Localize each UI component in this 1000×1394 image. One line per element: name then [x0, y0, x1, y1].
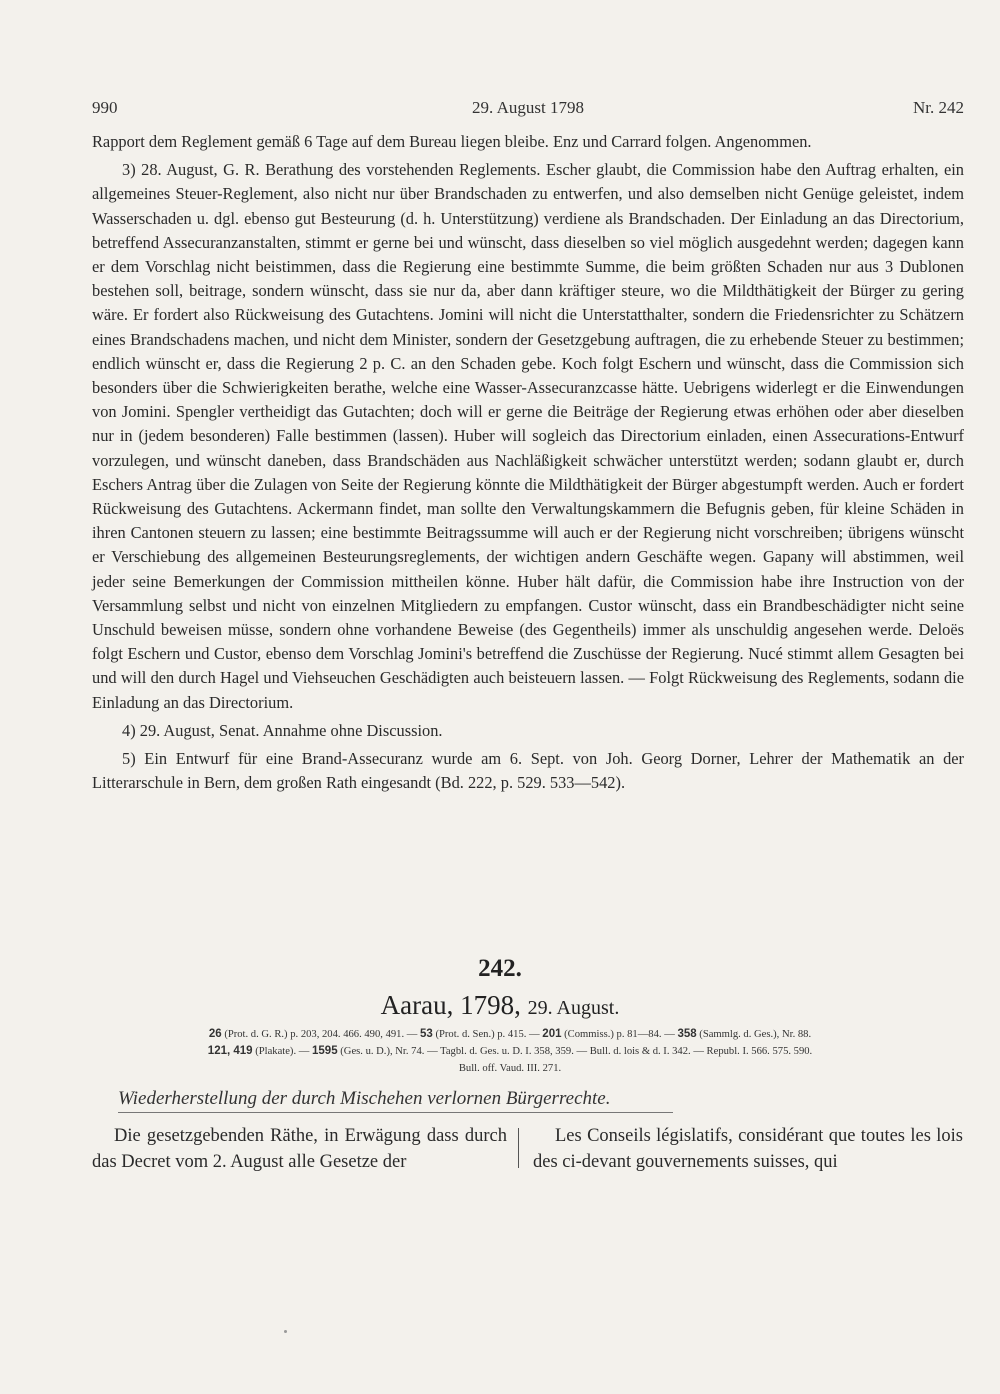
ref-text: (Commiss.) p. 81—84. — — [564, 1029, 675, 1040]
header-date: 29. August 1798 — [472, 98, 584, 117]
german-text: Die gesetzgebenden Räthe, in Erwägung dass durch das Decret vom 2. August alle Gesetze der — [92, 1126, 507, 1172]
ref-number: 53 — [420, 1028, 433, 1040]
ref-text: (Prot. d. Sen.) p. 415. — — [435, 1029, 540, 1040]
ref-number: 121, 419 — [207, 1045, 253, 1057]
paragraph-4: 5) Ein Entwurf für eine Brand-Assecuranz wurde am 6. Sept. von Joh. Georg Dorner, Lehrer der Mathematik an der Litterarschule in Bern, dem großen Rath eingesandt (Bd. 222, p. 529. 533—542). — [92, 749, 964, 793]
ref-text: (Ges. u. D.), Nr. 74. — Tagbl. d. Ges. u. D. I. 358, 359. — Bull. d. lois & d. I. 342. — Republ. I. 566. 575. 590. — [340, 1046, 813, 1057]
ref-text: (Prot. d. G. R.) p. 203, 204. 466. 490, 491. — — [224, 1029, 418, 1040]
document-title — [0, 990, 1000, 1021]
page-number: 990 — [92, 98, 118, 117]
document-year: 1798, — [460, 990, 521, 1020]
column-divider — [518, 1128, 519, 1168]
ref-text: (Plakate). — — [255, 1046, 310, 1057]
ref-number: 358 — [677, 1028, 697, 1040]
ref-text: (Sammlg. d. Ges.), Nr. 88. — [699, 1029, 812, 1040]
body-text — [92, 130, 964, 795]
french-text: Les Conseils législatifs, considérant que toutes les lois des ci-devant gouvernements suisses, qui — [533, 1126, 963, 1172]
paragraph-3: 4) 29. August, Senat. Annahme ohne Discussion. — [122, 720, 443, 740]
paragraph-2: 3) 28. August, G. R. Berathung des vorstehenden Reglements. Escher glaubt, die Commission habe den Auftrag erhalten, ein allgemeines Steuer-Reglement, also nicht nur über Brandschaden zu entwerfen, und also demselben nicht Genüge geleistet, indem Wasserschaden u. dgl. ebenso gut Besteurung (d. h. Unterstützung) verdiene als Brandschaden. Der Einladung an das Directorium, betreffend Assecuranzanstalten, stimmt er gerne bei und wünscht, dass dieselben so viel möglich ausgedehnt werden; dagegen kann er dem Vorschlag nicht beistimmen, dass die Regierung eine bestimmte Summe, die beim größten Schaden nur aus 3 Dublonen bestehen soll, beitrage, sondern wünscht, dass sie nur da, aber dann kräftiger steure, wo die Mildthätigkeit der Bürger zu gering wäre. Er fordert also Rückweisung des Gutachtens. Jomini will nicht die Unterstatthalter, sondern die Friedensrichter zu Schätzern eines Brandschadens machen, und nicht dem Minister, sondern der Gesetzgebung auftragen, die zu erhebende Steuer zu bestimmen; endlich wünscht er, dass die Regierung 2 p. C. an den Schaden gebe. Koch folgt Eschern und wünscht, dass die Commission sich besonders über die Schwierigkeiten berathe, welche eine Wasser-Assecuranzcasse hätte. Uebrigens widerlegt er die Einwendungen von Jomini. Spengler vertheidigt das Gutachten; doch will er gerne die Beiträge der Regierung etwas erhöhen oder aber dieselben nur in (jedem besonderen) Falle bestimmen (lassen). Huber will sogleich das Directorium einladen, einen Assecurations-Entwurf vorzulegen, und wünscht daneben, dass Brandschäden aus Nachläßigkeit schwächer unterstützt werden; sodann glaubt er, durch Eschers Antrag über die Zulagen von Seite der Regierung könnte die Mildthätigkeit der Bürger abgestumpft werden. Auch er fordert Rückweisung des Gutachtens. Ackermann findet, man sollte den Verwaltungskammern die Befugnis geben, für kleine Schäden in ihren Cantonen steuern zu lassen; eine bestimmte Beitragssumme will auch er der Regierung nicht vorschreiben; übrigens wünscht er Verschiebung des allgemeinen Besteurungsreglements, der wichtigen andern Geschäfte wegen. Gapany will abstimmen, weil jeder seine Bemerkungen der Commission mittheilen könne. Huber hält dafür, die Commission habe ihre Instruction von der Versammlung selbst und nicht von einzelnen Mitgliedern zu empfangen. Custor wünscht, dass ein Brandbeschädigter nicht seine Unschuld beweisen müsse, sondern ohne vorhandene Beweise (des Gegentheils) immer als unschuldig angesehen werde. Deloës folgt Eschern und Custor, ebenso dem Vorschlag Jomini's betreffend die Zuschüsse der Regierung. Nucé stimmt allem Gesagten bei und will den durch Hagel und Viehseuchen Geschädigten auch beisteuern lassen. — Folgt Rückweisung des Reglements, sodann die Einladung an das Directorium. — [92, 160, 964, 712]
document-place: Aarau, — [380, 990, 454, 1020]
document-date: 29. August. — [527, 997, 620, 1019]
ref-number: 201 — [542, 1028, 562, 1040]
running-header — [92, 98, 964, 124]
french-column — [533, 1123, 963, 1175]
ref-text: Bull. off. Vaud. III. 271. — [458, 1063, 562, 1074]
ref-number: 1595 — [312, 1045, 338, 1057]
paragraph-1: Rapport dem Reglement gemäß 6 Tage auf dem Bureau liegen bleibe. Enz und Carrard folgen. Angenommen. — [92, 132, 812, 151]
paper-speck — [284, 1330, 287, 1333]
document-subject: Wiederherstellung der durch Mischehen verlornen Bürgerrechte. — [118, 1088, 611, 1109]
header-number: Nr. 242 — [913, 98, 964, 117]
source-references — [80, 1026, 940, 1077]
german-column — [92, 1123, 507, 1175]
subject-underline — [118, 1112, 673, 1113]
document-number: 242. — [478, 955, 522, 982]
ref-number: 26 — [208, 1028, 222, 1040]
